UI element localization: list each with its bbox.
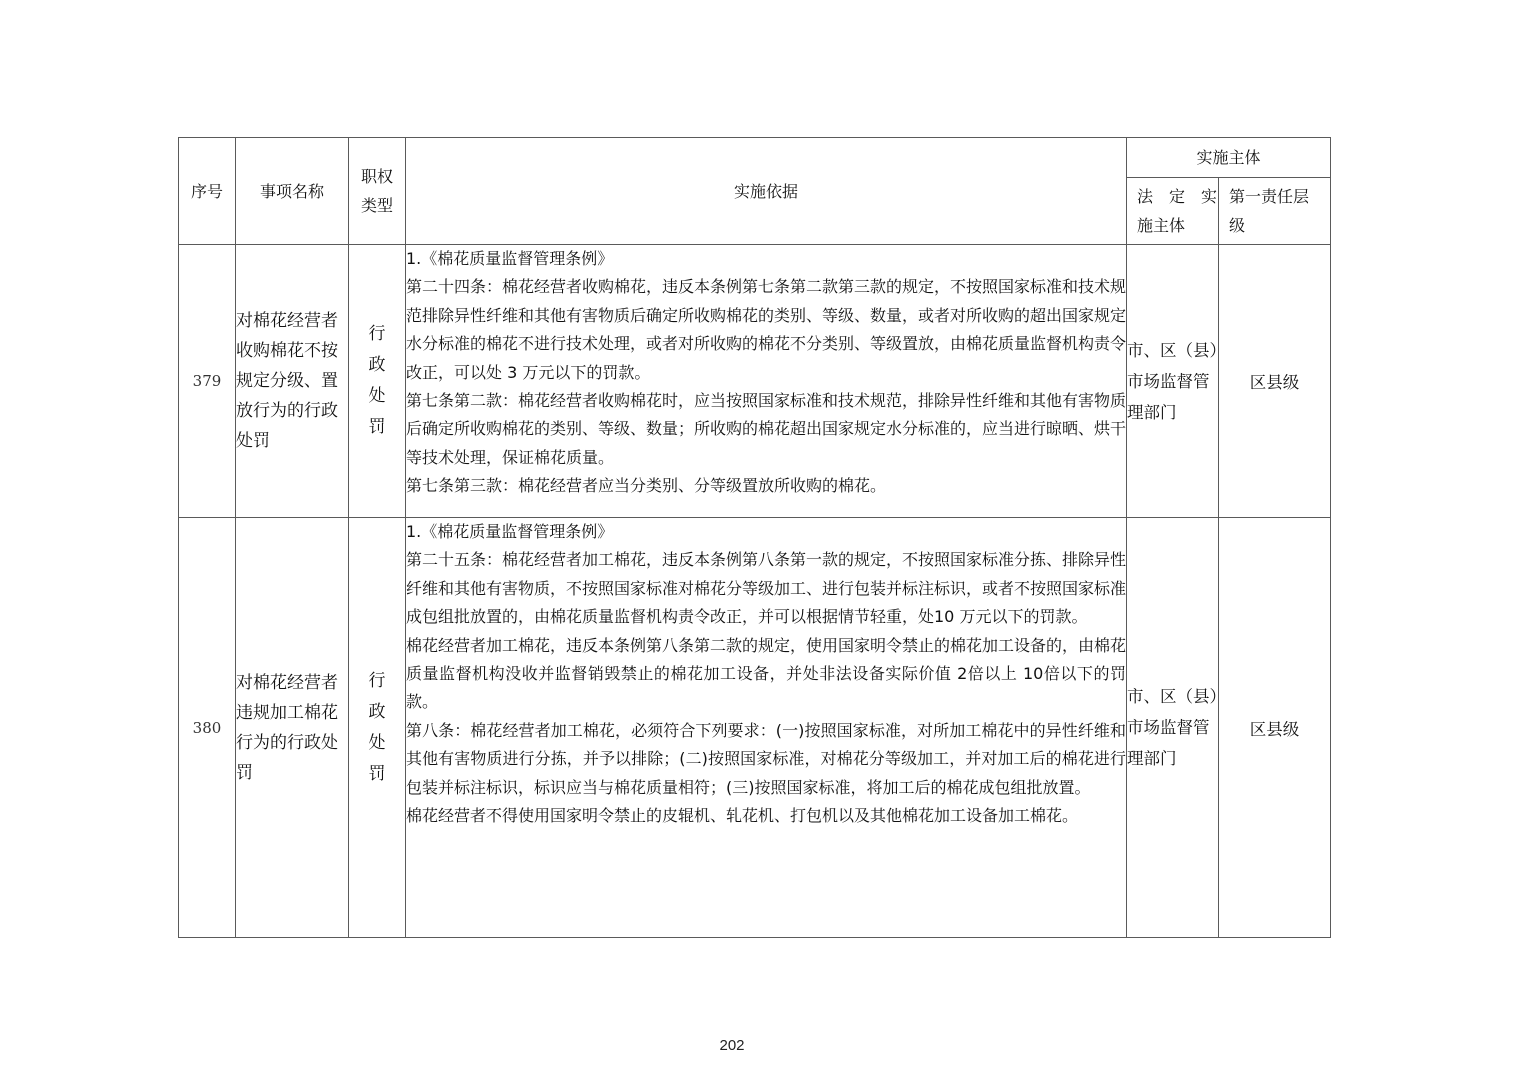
table-row bbox=[179, 518, 1331, 938]
page-number: 202 bbox=[719, 1037, 745, 1054]
row-responsible-level: 区县级 bbox=[1219, 518, 1331, 938]
basis-paragraph: 第八条：棉花经营者加工棉花，必须符合下列要求：(一)按照国家标准，对所加工棉花中的异性纤维和其他有害物质进行分拣，并予以排除；(二)按照国家标准，对棉花分等级加工，并对加工后的棉花进行包装并标注标识，标识应当与棉花质量相符；(三)按照国家标准，将加工后的棉花成包组批放置。 bbox=[406, 720, 1126, 797]
row-serial: 380 bbox=[179, 518, 236, 938]
header-item-name: 事项名称 bbox=[236, 138, 349, 245]
row-serial: 379 bbox=[179, 245, 236, 518]
basis-paragraph: 1.《棉花质量监督管理条例》 bbox=[406, 522, 614, 541]
header-serial: 序号 bbox=[179, 138, 236, 245]
row-item-name: 对棉花经营者收购棉花不按规定分级、置放行为的行政处罚 bbox=[236, 245, 349, 518]
row-basis bbox=[406, 518, 1127, 938]
header-row bbox=[179, 138, 1331, 178]
row-responsible-level: 区县级 bbox=[1219, 245, 1331, 518]
basis-paragraph: 第二十五条：棉花经营者加工棉花，违反本条例第八条第一款的规定，不按照国家标准分拣、排除异性纤维和其他有害物质，不按照国家标准对棉花分等级加工、进行包装并标注标识，或者不按照国家标准成包组批放置的，由棉花质量监督机构责令改正，并可以根据情节轻重，处10 万元以下的罚款。 bbox=[406, 550, 1127, 627]
basis-paragraph: 棉花经营者不得使用国家明令禁止的皮辊机、轧花机、打包机以及其他棉花加工设备加工棉花。 bbox=[406, 806, 1079, 826]
header-responsible-level: 第一责任层级 bbox=[1219, 178, 1331, 245]
header-authority-type: 职权类型 bbox=[349, 138, 406, 245]
basis-paragraph: 第七条第三款：棉花经营者应当分类别、分等级置放所收购的棉花。 bbox=[406, 476, 887, 496]
header-legal-body: 法 定 实施主体 bbox=[1127, 178, 1219, 245]
table-row bbox=[179, 245, 1331, 518]
row-item-name: 对棉花经营者违规加工棉花行为的行政处罚 bbox=[236, 518, 349, 938]
row-legal-body: 市、区（县）市场监督管理部门 bbox=[1127, 518, 1219, 938]
basis-paragraph: 第二十四条：棉花经营者收购棉花，违反本条例第七条第二款第三款的规定，不按照国家标准和技术规范排除异性纤维和其他有害物质后确定所收购棉花的类别、等级、数量，或者对所收购的超出国家规定水分标准的棉花不进行技术处理，或者对所收购的棉花不分类别、等级置放，由棉花质量监督机构责令改正，可以处 3 万元以下的罚款。 bbox=[406, 277, 1127, 382]
basis-paragraph: 第七条第二款：棉花经营者收购棉花时，应当按照国家标准和技术规范，排除异性纤维和其他有害物质后确定所收购棉花的类别、等级、数量；所收购的棉花超出国家规定水分标准的，应当进行晾晒、烘干等技术处理，保证棉花质量。 bbox=[406, 391, 1127, 467]
basis-paragraph: 1.《棉花质量监督管理条例》 bbox=[406, 249, 614, 268]
header-basis: 实施依据 bbox=[406, 138, 1127, 245]
row-legal-body: 市、区（县）市场监督管理部门 bbox=[1127, 245, 1219, 518]
header-implementing-body: 实施主体 bbox=[1127, 138, 1331, 178]
row-authority-type: 行政处罚 bbox=[349, 245, 406, 518]
row-basis bbox=[406, 245, 1127, 518]
basis-paragraph: 棉花经营者加工棉花，违反本条例第八条第二款的规定，使用国家明令禁止的棉花加工设备的，由棉花质量监督机构没收并监督销毁禁止的棉花加工设备，并处非法设备实际价值 2倍以上 10倍以下的罚款。 bbox=[406, 635, 1127, 712]
row-authority-type: 行政处罚 bbox=[349, 518, 406, 938]
enforcement-items-table bbox=[178, 137, 1331, 938]
